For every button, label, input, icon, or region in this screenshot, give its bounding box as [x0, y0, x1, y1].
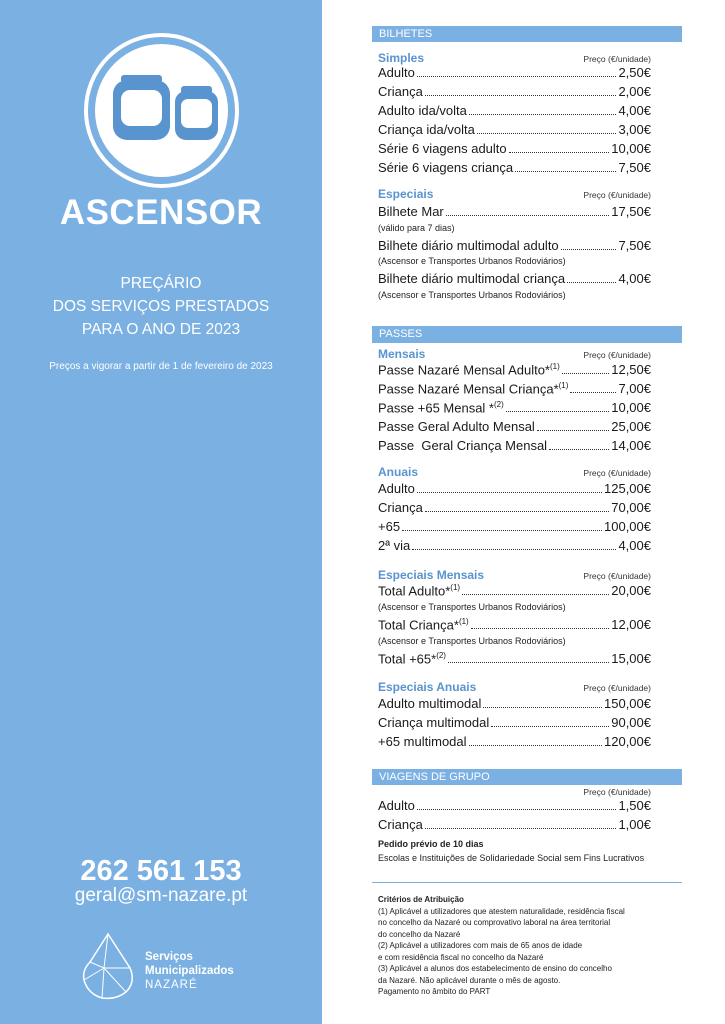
price-value: 15,00€	[611, 651, 651, 666]
price-label: Adulto ida/volta	[378, 103, 467, 118]
price-row	[378, 479, 651, 497]
brand-line: NAZARÉ	[145, 979, 198, 991]
email-address: geral@sm-nazare.pt	[74, 885, 248, 906]
price-value: 12,50€	[611, 362, 651, 377]
price-note: (Ascensor e Transportes Urbanos Rodoviários)	[378, 290, 566, 300]
price-row	[378, 158, 651, 176]
price-row	[378, 269, 651, 287]
price-label: Passe Geral Criança Mensal	[378, 438, 548, 453]
price-value: 2,00€	[618, 84, 651, 99]
price-value: 90,00€	[611, 715, 651, 730]
price-row	[378, 82, 651, 100]
subtitle	[0, 272, 322, 341]
criteria-line: Pagamento no âmbito do PART	[378, 987, 491, 996]
price-row	[378, 236, 651, 254]
price-label: Adulto	[378, 798, 415, 813]
price-value: 150,00€	[604, 696, 651, 711]
criteria-line: no concelho da Nazaré ou comprovativo laboral na área territorial	[378, 918, 611, 927]
price-row	[378, 581, 651, 599]
price-value: 7,50€	[618, 160, 651, 175]
subsection-anuais: Anuais	[378, 465, 419, 479]
criteria-line: (2) Aplicável a utilizadores com mais de 65 anos de idade	[378, 941, 583, 950]
price-row	[378, 202, 651, 220]
price-label: Criança	[378, 817, 423, 832]
divider	[372, 882, 682, 883]
price-label: Passe Nazaré Mensal Adulto*$^{(1)}$	[378, 361, 560, 377]
cabin-small-icon	[175, 91, 218, 140]
criteria-line: da Nazaré. Não aplicável durante o mês de agosto.	[378, 975, 561, 985]
price-label: Série 6 viagens adulto	[378, 141, 507, 156]
price-row	[378, 139, 651, 157]
group-scope: Escolas e Instituições de Solidariedade Social sem Fins Lucrativos	[378, 853, 645, 863]
brand-line: Serviços	[145, 951, 193, 963]
left-panel	[0, 0, 322, 1024]
price-row	[378, 694, 651, 712]
unit-label: Preço (€/unidade)	[583, 54, 651, 64]
section-header-grupo: VIAGENS DE GRUPO	[372, 769, 682, 785]
price-value: 120,00€	[604, 734, 651, 749]
price-label: Total Criança*$^{(1)}$	[378, 616, 469, 632]
price-label: Criança ida/volta	[378, 122, 475, 137]
page-title: ASCENSOR	[59, 193, 263, 232]
price-value: 4,00€	[618, 538, 651, 553]
droplet-icon	[80, 932, 136, 1002]
price-label: Criança multimodal	[378, 715, 490, 730]
section-header-bilhetes: BILHETES	[372, 26, 682, 42]
section-header-passes: PASSES	[372, 326, 682, 342]
criteria-line: do concelho da Nazaré	[378, 929, 461, 939]
subtitle-line: PARA O ANO DE 2023	[81, 321, 241, 338]
price-label: Adulto	[378, 65, 415, 80]
divider	[372, 342, 682, 343]
criteria-line: (3) Aplicável a alunos dos estabelecimento de ensino do concelho	[378, 964, 612, 973]
criteria-line: (1) Aplicável a utilizadores que atestem naturalidade, residência fiscal	[378, 906, 625, 916]
unit-label: Preço (€/unidade)	[583, 190, 651, 200]
price-row	[378, 379, 651, 397]
subsection-especiais-anuais: Especiais Anuais	[378, 680, 477, 694]
subtitle-line: DOS SERVIÇOS PRESTADOS	[52, 298, 270, 315]
criteria-line: e com residência fiscal no concelho da Nazaré	[378, 952, 544, 962]
ascensor-logo	[84, 33, 239, 188]
unit-label: Preço (€/unidade)	[583, 468, 651, 478]
unit-label: Preço (€/unidade)	[583, 350, 651, 360]
price-note: (Ascensor e Transportes Urbanos Rodoviários)	[378, 602, 566, 612]
price-label: Total Adulto*$^{(1)}$	[378, 582, 461, 598]
price-value: 20,00€	[611, 583, 651, 598]
price-label: Criança	[378, 84, 423, 99]
price-label: Passe +65 Mensal *$^{(2)}$	[378, 399, 504, 415]
price-row	[378, 615, 651, 633]
criteria-title: Critérios de Atribuição	[378, 895, 464, 904]
price-value: 10,00€	[611, 141, 651, 156]
price-value: 7,50€	[618, 238, 651, 253]
price-value: 14,00€	[611, 438, 651, 453]
subsection-mensais: Mensais	[378, 347, 426, 361]
unit-label: Preço (€/unidade)	[583, 683, 651, 693]
price-label: Série 6 viagens criança	[378, 160, 514, 175]
cabin-large-icon	[113, 80, 170, 140]
price-note: (válido para 7 dias)	[378, 223, 455, 233]
price-label: +65 multimodal	[378, 734, 467, 749]
price-value: 3,00€	[618, 122, 651, 137]
subsection-simples: Simples	[378, 51, 425, 65]
subsection-especiais-mensais: Especiais Mensais	[378, 568, 485, 582]
price-label: 2ª via	[378, 538, 411, 553]
price-label: Passe Geral Adulto Mensal	[378, 419, 535, 434]
phone-number: 262 561 153	[80, 855, 242, 887]
price-value: 12,00€	[611, 617, 651, 632]
group-notice: Pedido prévio de 10 dias	[378, 839, 484, 849]
price-label: Bilhete diário multimodal adulto	[378, 238, 559, 253]
price-note: (Ascensor e Transportes Urbanos Rodoviários)	[378, 256, 566, 266]
price-value: 1,50€	[618, 798, 651, 813]
price-row	[378, 63, 651, 81]
price-row	[378, 417, 651, 435]
price-row	[378, 649, 651, 667]
price-row	[378, 436, 651, 454]
price-label: +65	[378, 519, 401, 534]
price-row	[378, 732, 651, 750]
price-value: 1,00€	[618, 817, 651, 832]
validity-text: Preços a vigorar a partir de 1 de fevereiro de 2023	[49, 361, 273, 372]
price-row	[378, 536, 651, 554]
subtitle-line: PREÇÁRIO	[120, 275, 202, 292]
brand-line: Municipalizados	[145, 965, 234, 977]
unit-label: Preço (€/unidade)	[583, 787, 651, 797]
subsection-especiais: Especiais	[378, 187, 434, 201]
price-row	[378, 120, 651, 138]
price-value: 10,00€	[611, 400, 651, 415]
price-row	[378, 101, 651, 119]
price-label: Adulto multimodal	[378, 696, 482, 711]
price-value: 2,50€	[618, 65, 651, 80]
price-label: Bilhete diário multimodal criança	[378, 271, 566, 286]
unit-label: Preço (€/unidade)	[583, 571, 651, 581]
price-row	[378, 517, 651, 535]
price-row	[378, 815, 651, 833]
price-row	[378, 360, 651, 378]
price-label: Bilhete Mar	[378, 204, 444, 219]
price-value: 100,00€	[604, 519, 651, 534]
price-row	[378, 796, 651, 814]
price-value: 125,00€	[604, 481, 651, 496]
price-row	[378, 398, 651, 416]
price-row	[378, 713, 651, 731]
criteria-block	[378, 894, 625, 998]
price-value: 25,00€	[611, 419, 651, 434]
price-note: (Ascensor e Transportes Urbanos Rodoviários)	[378, 636, 566, 646]
price-value: 70,00€	[611, 500, 651, 515]
price-label: Adulto	[378, 481, 415, 496]
price-row	[378, 498, 651, 516]
price-label: Total +65*$^{(2)}$	[378, 650, 446, 666]
brand-text	[145, 950, 234, 992]
brand-logo	[80, 932, 260, 1002]
price-label: Criança	[378, 500, 423, 515]
price-value: 7,00€	[618, 381, 651, 396]
price-value: 4,00€	[618, 271, 651, 286]
price-value: 4,00€	[618, 103, 651, 118]
price-value: 17,50€	[611, 204, 651, 219]
price-label: Passe Nazaré Mensal Criança*$^{(1)}$	[378, 380, 569, 396]
